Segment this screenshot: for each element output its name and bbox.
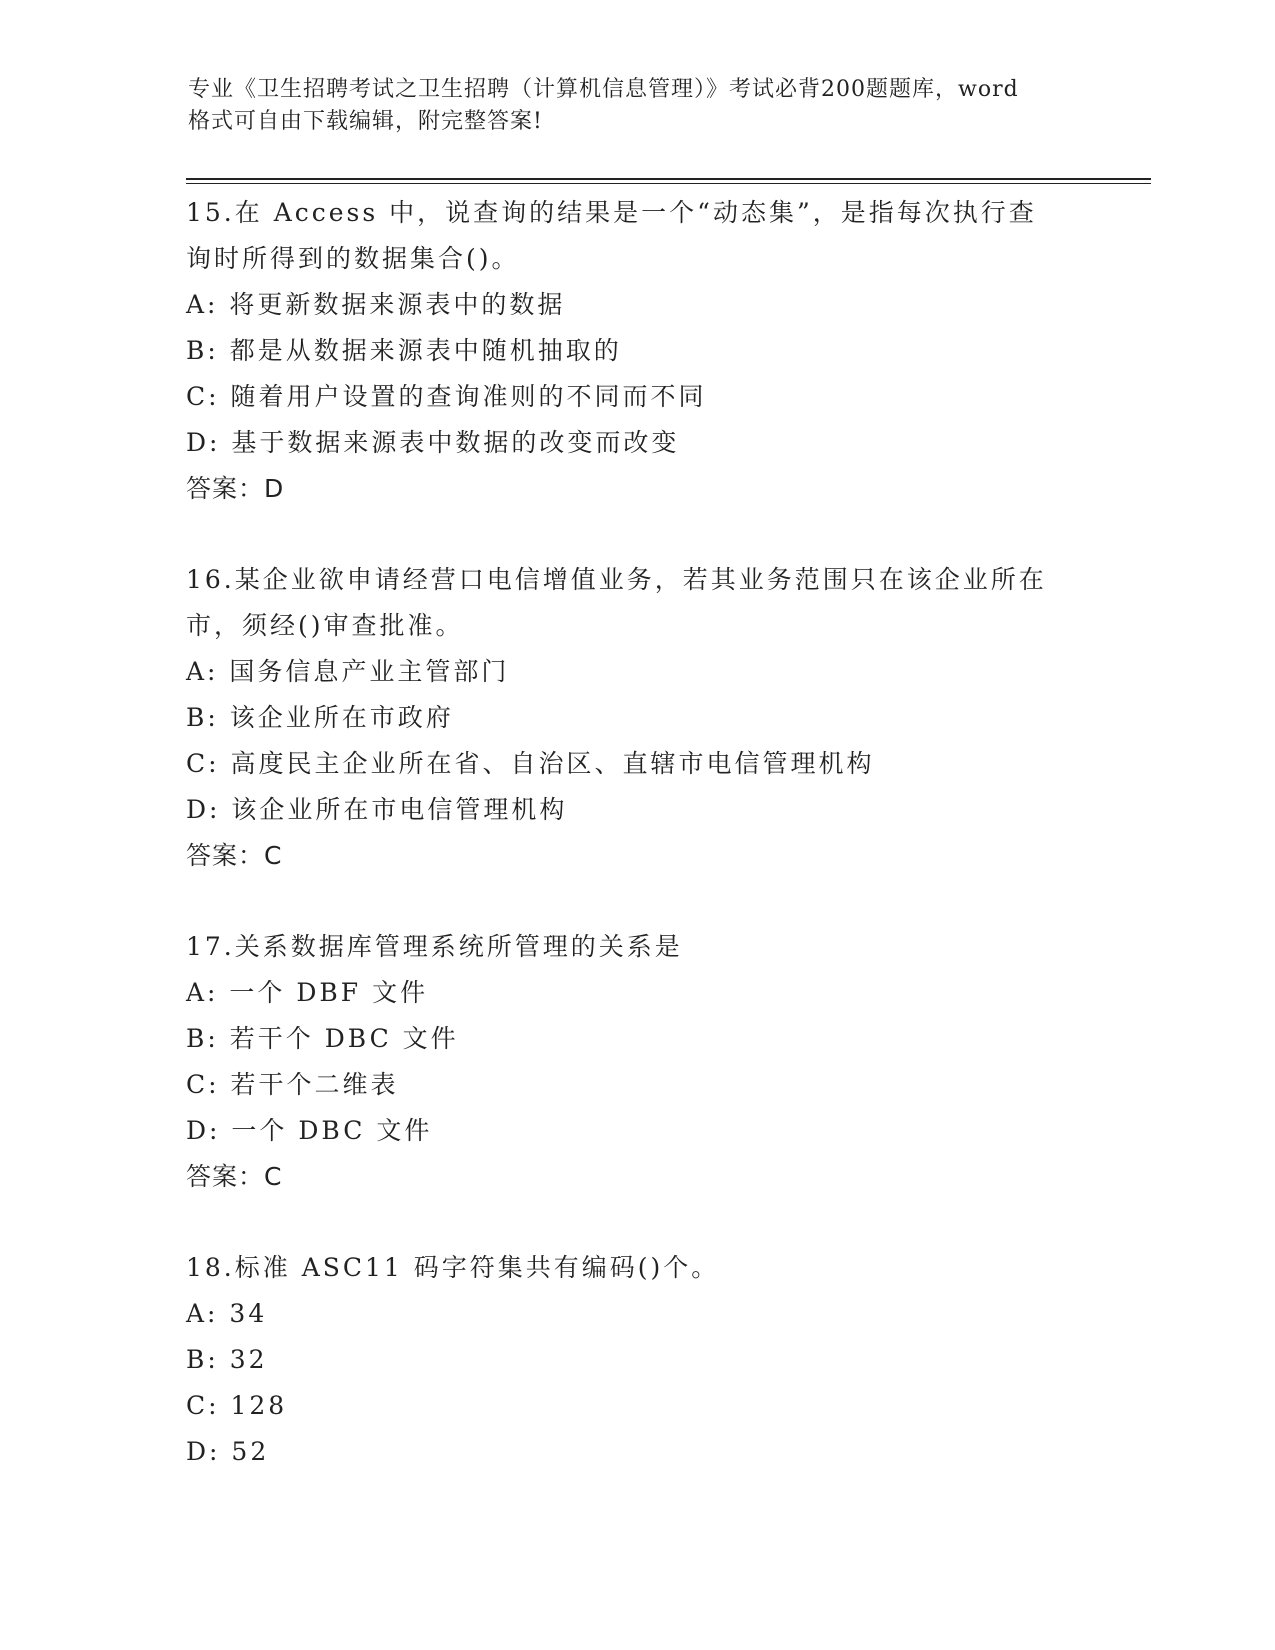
question-stem: 17.关系数据库管理系统所管理的关系是 — [186, 932, 683, 961]
option-c: C: 128 — [186, 1391, 288, 1420]
option-b: B: 32 — [186, 1345, 268, 1374]
document-header — [188, 74, 1088, 138]
question-stem: 15.在 Access 中，说查询的结果是一个“动态集”，是指每次执行查 — [186, 198, 1037, 227]
question-18 — [186, 1245, 1086, 1475]
option-a: A: 将更新数据来源表中的数据 — [186, 290, 566, 319]
question-stem: 18.标准 ASC11 码字符集共有编码()个。 — [186, 1253, 720, 1282]
option-d: D: 该企业所在市电信管理机构 — [186, 795, 568, 824]
option-b: B: 若干个 DBC 文件 — [186, 1024, 459, 1053]
question-stem-continued: 询时所得到的数据集合()。 — [186, 244, 520, 273]
answer: 答案：C — [186, 841, 283, 870]
option-d: D: 一个 DBC 文件 — [186, 1116, 433, 1145]
header-divider-thin — [186, 183, 1151, 184]
answer: 答案：D — [186, 474, 285, 503]
header-divider-thick — [186, 178, 1151, 180]
question-stem-continued: 市，须经()审查批准。 — [186, 611, 464, 640]
question-15 — [186, 190, 1086, 512]
header-line-1: 专业《卫生招聘考试之卫生招聘（计算机信息管理）》考试必背200题题库，word — [188, 77, 1019, 102]
question-stem: 16.某企业欲申请经营口电信增值业务，若其业务范围只在该企业所在 — [186, 565, 1047, 594]
question-16 — [186, 557, 1086, 879]
question-17 — [186, 924, 1086, 1200]
option-b: B: 都是从数据来源表中随机抽取的 — [186, 336, 622, 365]
questions-list — [186, 190, 1086, 1475]
option-c: C: 高度民主企业所在省、自治区、直辖市电信管理机构 — [186, 749, 875, 778]
spacer — [186, 512, 1086, 557]
option-d: D: 基于数据来源表中数据的改变而改变 — [186, 428, 680, 457]
option-b: B: 该企业所在市政府 — [186, 703, 454, 732]
spacer — [186, 879, 1086, 924]
option-a: A: 一个 DBF 文件 — [186, 978, 429, 1007]
option-c: C: 若干个二维表 — [186, 1070, 399, 1099]
spacer — [186, 1200, 1086, 1245]
option-d: D: 52 — [186, 1437, 270, 1466]
answer: 答案：C — [186, 1162, 283, 1191]
header-line-2: 格式可自由下载编辑，附完整答案! — [188, 109, 543, 134]
option-a: A: 国务信息产业主管部门 — [186, 657, 510, 686]
option-a: A: 34 — [186, 1299, 268, 1328]
option-c: C: 随着用户设置的查询准则的不同而不同 — [186, 382, 707, 411]
